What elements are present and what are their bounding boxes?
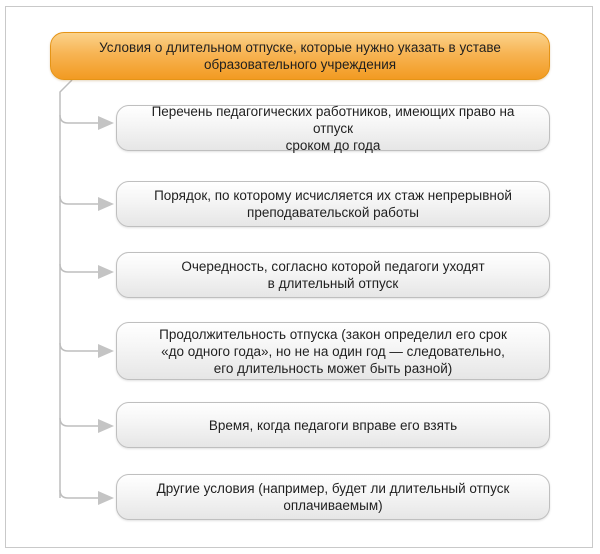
connector-trunk [60, 80, 72, 498]
arrowhead-4 [98, 344, 114, 358]
condition-box-5 [116, 402, 550, 448]
condition-text-6: Другие условия (например, будет ли длительный отпуск оплачиваемым) [156, 481, 510, 513]
condition-box-3 [116, 252, 550, 298]
condition-box-1 [116, 105, 550, 151]
condition-box-4 [116, 322, 550, 380]
arrowhead-5 [98, 419, 114, 433]
connector-branch-6 [60, 490, 98, 498]
arrowhead-6 [98, 491, 114, 505]
condition-text-5: Время, когда педагоги вправе его взять [208, 417, 458, 433]
condition-text-4: Продолжительность отпуска (закон определил его срок «до одного года», но не на один год — следовательно, его длительность может быть разной) [159, 326, 507, 376]
condition-text-2: Порядок, по которому исчисляется их стаж непрерывной преподавательской работы [154, 188, 512, 220]
header-text: Условия о длительном отпуске, которые нужно указать в уставе образовательного учреждения [99, 40, 501, 72]
connector-branch-1 [60, 115, 98, 123]
arrowhead-3 [98, 265, 114, 279]
connector-branch-2 [60, 196, 98, 204]
condition-text-3: Очередность, согласно которой педагоги уходят в длительный отпуск [181, 259, 485, 291]
header-box [50, 32, 550, 80]
condition-text-1: Перечень педагогических работников, имеющих право на отпуск сроком до года [151, 103, 515, 153]
condition-box-6 [116, 474, 550, 520]
connector-branch-5 [60, 418, 98, 426]
condition-box-2 [116, 181, 550, 227]
arrowhead-1 [98, 116, 114, 130]
arrowhead-2 [98, 197, 114, 211]
connector-branch-3 [60, 264, 98, 272]
connector-branch-4 [60, 343, 98, 351]
